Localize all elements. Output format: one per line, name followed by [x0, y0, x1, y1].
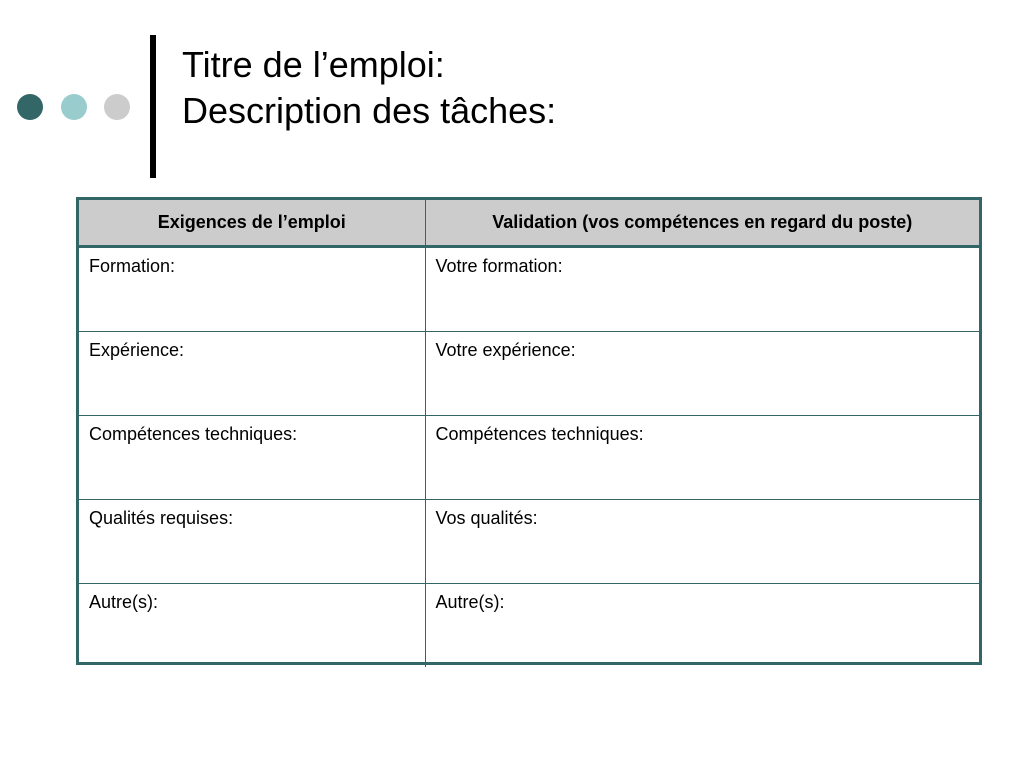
- cell-validation: Vos qualités:: [425, 500, 979, 584]
- cell-requirement: Formation:: [79, 247, 425, 332]
- table-row: [79, 416, 979, 500]
- table-row: [79, 584, 979, 668]
- title-line-tasks: Description des tâches:: [182, 90, 557, 131]
- decorative-dot-grey: [104, 94, 130, 120]
- title-line-job: Titre de l’emploi:: [182, 44, 445, 85]
- cell-validation: Votre expérience:: [425, 332, 979, 416]
- requirements-table: [76, 197, 982, 665]
- table-header-row: [79, 200, 979, 247]
- slide-title: [182, 42, 556, 134]
- cell-requirement: Expérience:: [79, 332, 425, 416]
- title-divider: [150, 35, 156, 178]
- cell-requirement: Compétences techniques:: [79, 416, 425, 500]
- cell-validation: Votre formation:: [425, 247, 979, 332]
- header-requirements: Exigences de l’emploi: [79, 200, 425, 247]
- header-validation: Validation (vos compétences en regard du poste): [425, 200, 979, 247]
- cell-validation: Compétences techniques:: [425, 416, 979, 500]
- cell-requirement: Autre(s):: [79, 584, 425, 668]
- table-row: [79, 247, 979, 332]
- table-row: [79, 332, 979, 416]
- table-row: [79, 500, 979, 584]
- decorative-dot-dark: [17, 94, 43, 120]
- cell-requirement: Qualités requises:: [79, 500, 425, 584]
- cell-validation: Autre(s):: [435, 592, 505, 612]
- decorative-dot-teal: [61, 94, 87, 120]
